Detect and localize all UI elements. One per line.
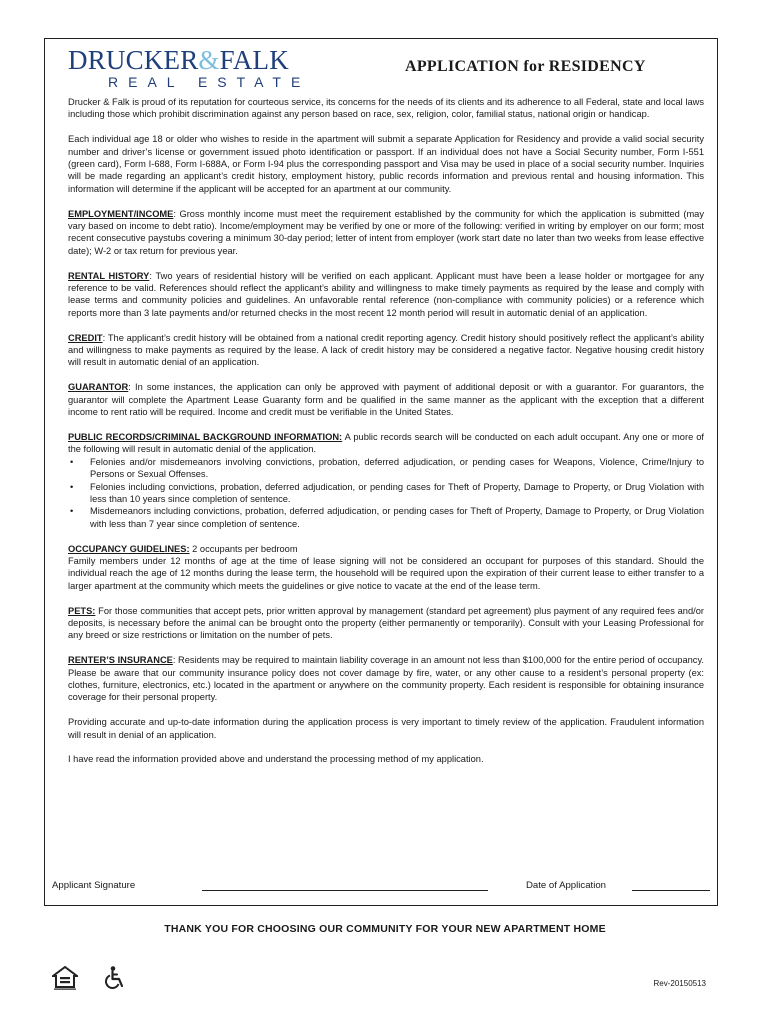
logo-word-falk: FALK — [219, 45, 289, 75]
section-heading: RENTER’S INSURANCE — [68, 655, 173, 666]
date-of-application-label: Date of Application — [526, 880, 607, 891]
applicant-signature-line[interactable] — [202, 890, 488, 891]
heading-separator: : — [172, 655, 179, 666]
section-credit — [68, 332, 704, 369]
date-of-application-line[interactable] — [632, 890, 710, 891]
page-title: APPLICATION for RESIDENCY — [405, 58, 646, 75]
list-item-text: Misdemeanors including convictions, probation, deferred adjudication, or pending cases for Theft of Property, Damage to Property, or Drug Violation with less than 7 year since completion of sentence. — [90, 506, 704, 529]
section-text: Gross monthly income must meet the requirement established by the community for which the application is submitted (may vary based on income to debt ratio). Income/employment may be verified by one or more of the following: verified in writing by employer on our form; most recent consecutive paystubs covering a minimum 30-day period; letter of intent from employer (work start date no later than two weeks from lease effective date); W-2 or tax return for previous year. — [68, 208, 705, 256]
equal-housing-opportunity-icon — [52, 965, 78, 991]
list-item — [68, 456, 704, 481]
logo-subtitle: REAL ESTATE — [108, 74, 311, 90]
section-guarantor — [68, 381, 704, 418]
section-heading: PETS: — [68, 605, 96, 616]
denial-criteria-list — [68, 456, 704, 530]
list-item — [68, 505, 704, 530]
logo-ampersand: & — [198, 45, 220, 75]
intro-paragraph-1: Drucker & Falk is proud of its reputation for courteous service, its concerns for the needs of its clients and its adherence to all Federal, state and local laws including those which prohibit discrimination against any person based on race, sex, religion, color, familial status, national origin or handicap. — [68, 97, 704, 120]
section-heading: GUARANTOR — [68, 382, 129, 393]
document-body — [68, 96, 704, 778]
section-heading: CREDIT — [68, 332, 103, 343]
section-heading: PUBLIC RECORDS/CRIMINAL BACKGROUND INFORMATION: — [68, 431, 343, 442]
section-text: Two years of residential history will be verified on each applicant. Applicant must have been a lease holder or mortgagee for any reference to be valid. References should reflect the applicant’s ability and willingness to make timely payments as required by the lease and comply with lease terms and community policies and guidelines. An unfavorable rental reference (non-compliance with community policies) or a reference which reports more than 3 late payments and/or returned checks in the most recent 12 month period will result in automatic denial of an application. — [68, 270, 704, 318]
heading-separator: : — [128, 382, 135, 393]
section-text: In some instances, the application can only be approved with payment of additional deposit or with a guarantor. For guarantors, the guarantor will complete the Apartment Lease Guaranty form and be qualified in the same manner as the applicant with the exception that a different income to rent ratio will be required. Income and credit must be verifiable in the United States. — [68, 382, 704, 418]
bullet: • — [70, 506, 74, 517]
bullet: • — [70, 456, 74, 467]
heading-separator: : — [149, 270, 156, 281]
heading-separator: : — [173, 208, 180, 219]
section-heading: OCCUPANCY GUIDELINES: — [68, 543, 190, 554]
occupancy-rule: 2 occupants per bedroom — [192, 543, 298, 554]
bullet: • — [70, 481, 74, 492]
section-occupancy — [68, 543, 704, 593]
section-text: Residents may be required to maintain liability coverage in an amount not less than $100,000 for the entire period of occupancy. Please be aware that our community insurance policy does not cover damage by fire, water, or any other cause to a resident’s personal property (ex: clothes, furniture, electronics, etc.) located in the apartment or anywhere on the community property. Each resident is responsible for obtaining insurance coverage for their personal property. — [68, 655, 704, 703]
closing-paragraph-1: Providing accurate and up-to-date information during the application process is very important to timely review of the application. Fraudulent information will result in denial of an application. — [68, 717, 704, 740]
section-public-records — [68, 431, 704, 456]
section-employment — [68, 208, 704, 258]
heading-separator: : — [102, 332, 108, 343]
wheelchair-accessible-icon — [104, 965, 128, 991]
section-text: The applicant’s credit history will be obtained from a national credit reporting agency. Credit history should positively reflect the applicant’s ability and willingness to make payments as required by the lease. A lack of credit history may be considered a negative factor. Negative housing credit history will result in automatic denial of an application. — [68, 332, 704, 368]
list-item-text: Felonies and/or misdemeanors involving convictions, probation, deferred adjudication, or pending cases for Weapons, Violence, Crime/Injury to Persons or Sexual Offenses. — [90, 456, 704, 480]
section-text: For those communities that accept pets, prior written approval by management (standard pet agreement) plus payment of any required fees and/or deposits, is necessary before the animal can be brought onto the property (either permanently or temporarily). Consult with your Leasing Professional for any breed or size restrictions or limitation on the number of pets. — [68, 605, 704, 641]
section-heading: RENTAL HISTORY — [68, 270, 150, 281]
section-pets — [68, 605, 704, 642]
logo-word-drucker: DRUCKER — [68, 45, 199, 75]
list-item — [68, 481, 704, 506]
section-renters-insurance — [68, 654, 704, 704]
section-heading: EMPLOYMENT/INCOME — [68, 208, 174, 219]
logo-wordmark — [68, 46, 340, 74]
section-text: Family members under 12 months of age at the time of lease signing will not be considered an occupant for purposes of this standard. Should the individual reach the age of 12 months during the lease term, the household will be required upon the expiration of their current lease to either transfer to a larger apartment at the community which meets the guidelines or give notice to vacate at the end of the lease term. — [68, 555, 704, 591]
thank-you-banner: THANK YOU FOR CHOOSING OUR COMMUNITY FOR YOUR NEW APARTMENT HOME — [164, 923, 606, 935]
section-text: A public records search will be conducted on each adult occupant. Any one or more of the following will result in automatic denial of the application. — [68, 431, 704, 455]
section-rental-history — [68, 270, 704, 320]
signature-row — [52, 880, 712, 894]
intro-paragraph-2: Each individual age 18 or older who wishes to reside in the apartment will submit a separate Application for Residency and provide a valid social security number and driver’s license or government issued photo identification or passport. If an individual does not have a Social Security number, Form I-551 (green card), Form I-688, Form I-688A, or Form I-94 plus the corresponding passport and Visa may be used in place of a social security number. Inquiries will be made regarding an applicant’s credit history, employment history, public records information and previous rental and housing information. This information will determine if the applicant will be accepted for an apartment at our community. — [68, 134, 704, 194]
list-item-text: Felonies including convictions, probation, deferred adjudication, or pending cases for Theft of Property, Damage to Property, or Drug Violation with less than 10 years since completion of sentence. — [90, 481, 704, 504]
revision-number: Rev-20150513 — [653, 979, 706, 988]
applicant-signature-label: Applicant Signature — [52, 880, 136, 891]
closing-paragraph-2: I have read the information provided above and understand the processing method of my application. — [68, 754, 484, 765]
company-logo — [68, 46, 340, 90]
